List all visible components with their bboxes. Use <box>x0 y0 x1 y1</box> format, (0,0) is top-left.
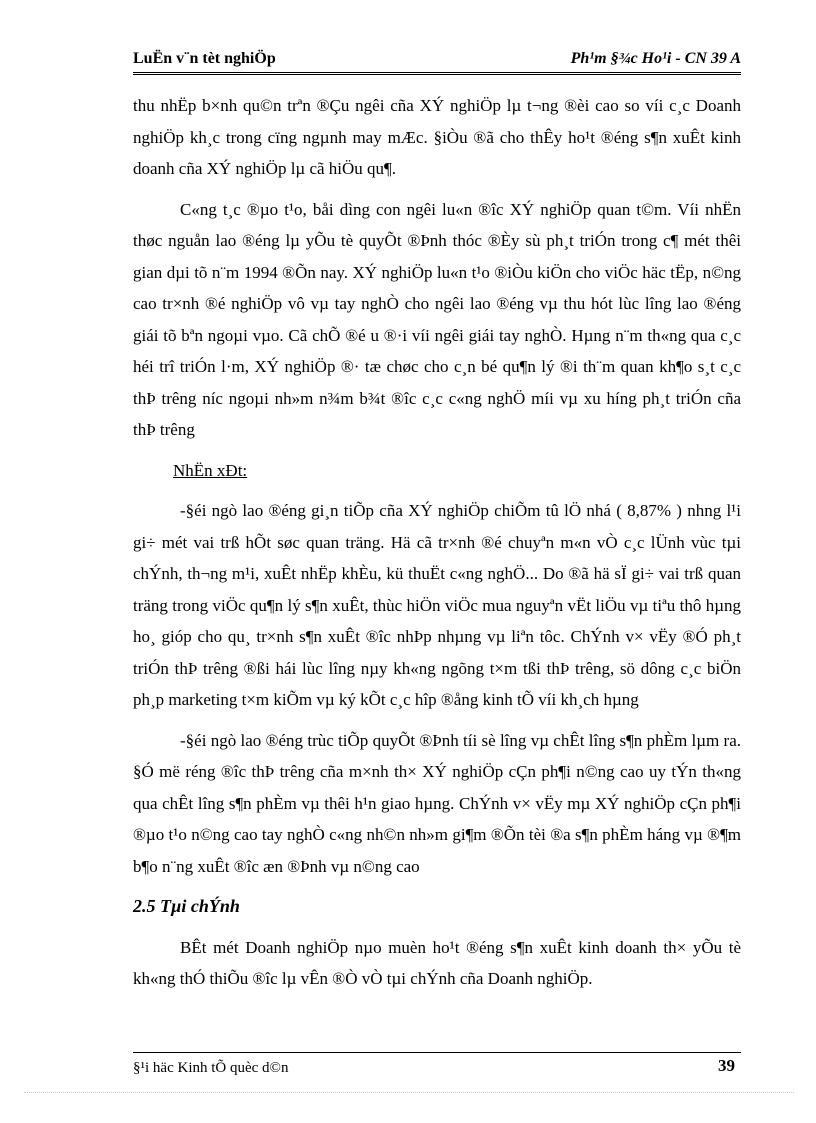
paragraph-spacer <box>133 185 741 194</box>
header-thesis-title: LuËn v¨n tèt nghiÖp <box>133 50 276 67</box>
page-body <box>133 90 741 995</box>
paragraph-spacer <box>133 882 741 891</box>
section-heading-finance: 2.5 Tµi chÝnh <box>133 896 240 916</box>
paragraph-spacer <box>133 446 741 455</box>
running-footer <box>133 1052 741 1079</box>
comment-paragraph-indirect-labor: -§éi ngò lao ®éng gi¸n tiÕp cña XÝ nghiÖp chiÕm tû lÖ nhá ( 8,87% ) nhng l¹i gi÷ mét vai trß hÕt søc quan träng. Hä cã tr×nh ®é chuyªn m«n vÒ c¸c lÜnh vùc tµi chÝnh, th¬ng m¹i, xuÊt nhËp khÈu, kü thuËt c«ng nghÖ... Do ®ã hä sÏ gi÷ vai trß quan träng trong viÖc qu¶n lý s¶n xuÊt, thùc hiÖn viÖc mua nguyªn vËt liÖu vµ tiªu thô hµng ho¸ gióp cho qu¸ tr×nh s¶n xuÊt ®îc nhÞp nhµng vµ liªn tôc. ChÝnh v× vËy ®Ó ph¸t triÓn thÞ trêng ®ßi hái lùc lîng nµy kh«ng ngõng t×m tßi thÞ trêng, sö dông c¸c biÖn ph¸p marketing t×m kiÕm vµ ký kÕt c¸c hîp ®ång kinh tÕ víi kh¸ch hµng <box>133 501 741 709</box>
page-bottom-edge <box>24 1092 794 1093</box>
footer-university: §¹i häc Kinh tÕ quèc d©n <box>133 1060 289 1076</box>
body-paragraph-continued: thu nhËp b×nh qu©n trªn ®Çu ngêi cña XÝ nghiÖp lµ t¬ng ®èi cao so víi c¸c Doanh nghiÖp kh¸c trong cïng ngµnh may mÆc. §iÒu ®ã cho thÊy ho¹t ®éng s¶n xuÊt kinh doanh cña XÝ nghiÖp lµ cã hiÖu qu¶. <box>133 96 741 178</box>
comment-heading: NhËn xÐt: <box>173 460 248 480</box>
paragraph-spacer <box>133 923 741 932</box>
page-number: 39 <box>718 1056 735 1075</box>
body-paragraph-training: C«ng t¸c ®µo t¹o, båi dìng con ngêi lu«n ®îc XÝ nghiÖp quan t©m. Víi nhËn thøc nguån lao ®éng lµ yÕu tè quyÕt ®Þnh thóc ®Èy sù ph¸t triÓn trong c¶ mét thêi gian dµi tõ n¨m 1994 ®Õn nay. XÝ nghiÖp lu«n t¹o ®iÒu kiÖn cho viÖc häc tËp, n©ng cao tr×nh ®é nghiÖp vô vµ tay nghÒ cho ngêi lao ®éng vµ thu hót lùc lîng lao ®éng giái tõ bªn ngoµi vµo. Cã chÕ ®é u ®·i víi ngêi giái tay nghÒ. Hµng n¨m th«ng qua c¸c héi trî triÓn l·m, XÝ nghiÖp ®· tæ chøc cho c¸n bé qu¶n lý ®i th¨m quan kh¶o s¸t c¸c thÞ trêng níc ngoµi nh»m n¾m b¾t ®îc c¸c c«ng nghÖ míi vµ xu híng ph¸t triÓn cña thÞ trêng <box>133 199 741 439</box>
section-paragraph-finance: BÊt mét Doanh nghiÖp nµo muèn ho¹t ®éng s¶n xuÊt kinh doanh th× yÕu tè kh«ng thÓ thiÕu ®îc lµ vÊn ®Ò vÒ tµi chÝnh cña Doanh nghiÖp. <box>133 937 741 988</box>
comment-paragraph-direct-labor: -§éi ngò lao ®éng trùc tiÕp quyÕt ®Þnh tíi sè lîng vµ chÊt lîng s¶n phÈm lµm ra. §Ó më réng ®îc thÞ trêng cña m×nh th× XÝ nghiÖp cÇn ph¶i n©ng cao uy tÝn th«ng qua chÊt lîng s¶n phÈm vµ thêi h¹n giao hµng. ChÝnh v× vËy mµ XÝ nghiÖp cÇn ph¶i ®µo t¹o n©ng cao tay nghÒ c«ng nh©n nh»m gi¶m ®Õn tèi ®a s¶n phÈm háng vµ ®¶m b¶o n¨ng xuÊt ®îc æn ®Þnh vµ n©ng cao <box>133 730 741 876</box>
running-header <box>133 50 741 75</box>
paragraph-spacer <box>133 716 741 725</box>
header-author: Ph¹m §¾c Ho¹i - CN 39 A <box>570 50 741 67</box>
paragraph-spacer <box>133 486 741 495</box>
